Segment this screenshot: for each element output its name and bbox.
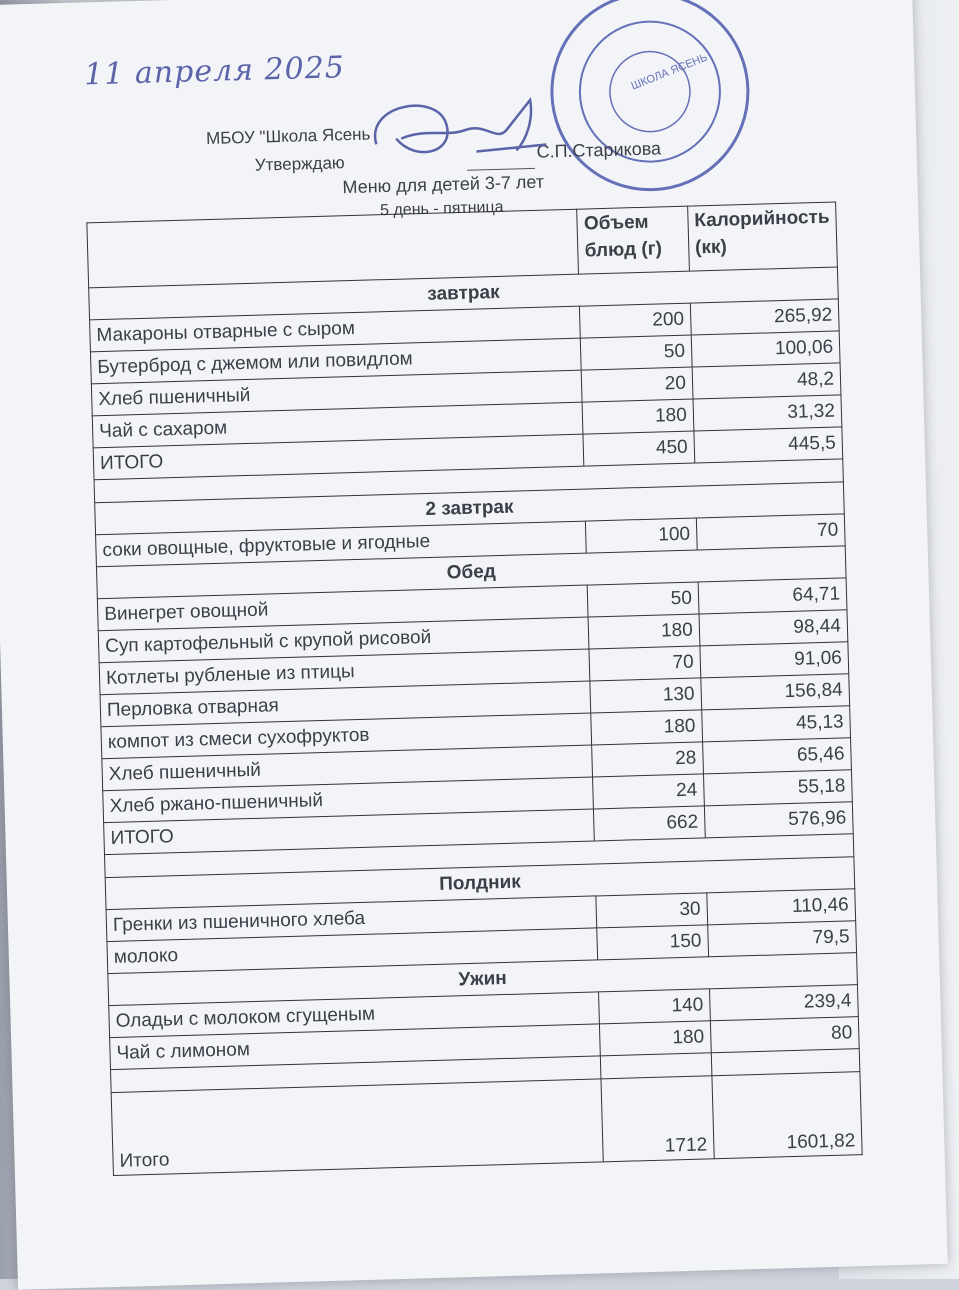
dish-calories: 100,06 [691,331,840,367]
dish-name: Перловка отварная [100,681,591,727]
handwritten-date: 11 апреля 2025 [83,50,346,93]
menu-table [86,198,862,1176]
section-title: Полдник [105,857,855,910]
section-title: Обед [96,546,846,599]
total-calories: 576,96 [704,802,853,838]
dish-name: Бутерброд с джемом или повидлом [90,338,581,384]
dish-name: Макароны отварные с сыром [90,306,581,352]
signer-name: С.П.Старикова [536,138,662,162]
handwritten-signature [355,79,558,185]
dish-calories: 98,44 [699,610,848,646]
dish-volume: 180 [588,614,699,649]
dish-volume: 200 [580,303,691,338]
total-volume: 450 [583,431,694,466]
dish-name: Суп картофельный с крупой рисовой [98,617,589,663]
dish-volume: 70 [589,646,700,681]
dish-calories: 110,46 [707,889,856,925]
dish-name: компот из смеси сухофруктов [101,713,592,759]
dish-calories: 80 [710,1017,859,1053]
menu-title: Меню для детей 3-7 лет [342,171,545,198]
dish-calories: 45,13 [702,706,851,742]
header-volume: Объем блюд (г) [577,206,689,274]
dish-volume: 140 [599,989,710,1024]
section-title: 2 завтрак [95,482,845,535]
dish-name: Гренки из пшеничного хлеба [106,896,597,942]
total-label: ИТОГО [104,809,595,855]
dish-name: соки овощные, фруктовые и ягодные [96,521,587,567]
empty-cell [601,1053,712,1079]
dish-volume: 180 [582,399,693,434]
total-label: ИТОГО [93,434,584,480]
dish-calories: 55,18 [703,770,852,806]
dish-calories: 31,32 [693,395,842,431]
dish-calories: 91,06 [700,642,849,678]
total-calories: 445,5 [694,427,843,463]
dish-calories: 70 [696,514,845,550]
grand-total-calories: 1601,82 [712,1072,862,1159]
dish-name: Хлеб пшеничный [102,745,593,791]
dish-volume: 150 [597,925,708,960]
dish-volume: 100 [586,518,697,553]
dish-name: Чай с лимоном [110,1024,601,1070]
day-label: 5 день - пятница [379,198,504,220]
dish-volume: 20 [582,367,693,402]
approve-label: Утверждаю [254,153,345,175]
dish-volume: 50 [581,335,692,370]
dish-name: Хлеб пшеничный [91,370,582,416]
dish-name: Хлеб ржано-пшеничный [103,777,594,823]
dish-name: Винегрет овощной [97,585,588,631]
dish-name: Чай с сахаром [92,402,583,448]
dish-volume: 180 [591,710,702,745]
dish-name: молоко [107,928,598,974]
stamp-text: ШКОЛА ЯСЕНЬ [629,51,710,93]
dish-volume: 180 [600,1021,711,1056]
dish-volume: 30 [596,893,707,928]
section-title: завтрак [89,267,839,320]
dish-volume: 28 [592,742,703,777]
header-calories: Калорийность (кк) [687,202,837,271]
grand-total-label: Итого [111,1079,604,1176]
dish-volume: 24 [593,774,704,809]
grand-total-volume: 1712 [601,1076,714,1162]
dish-calories: 156,84 [701,674,850,710]
school-stamp [542,0,758,200]
dish-calories: 48,2 [692,363,841,399]
total-volume: 662 [594,806,705,841]
dish-name: Оладьи с молоком сгущеным [109,992,600,1038]
dish-calories: 65,46 [702,738,851,774]
school-name: МБОУ "Школа Ясень [205,124,371,149]
dish-calories: 64,71 [698,578,847,614]
dish-name: Котлеты рубленые из птицы [99,649,590,695]
dish-volume: 130 [590,678,701,713]
dish-volume: 50 [588,582,699,617]
dish-calories: 265,92 [690,299,839,335]
dish-calories: 239,4 [709,985,858,1021]
section-title: Ужин [108,953,858,1006]
dish-calories: 79,5 [708,921,857,957]
